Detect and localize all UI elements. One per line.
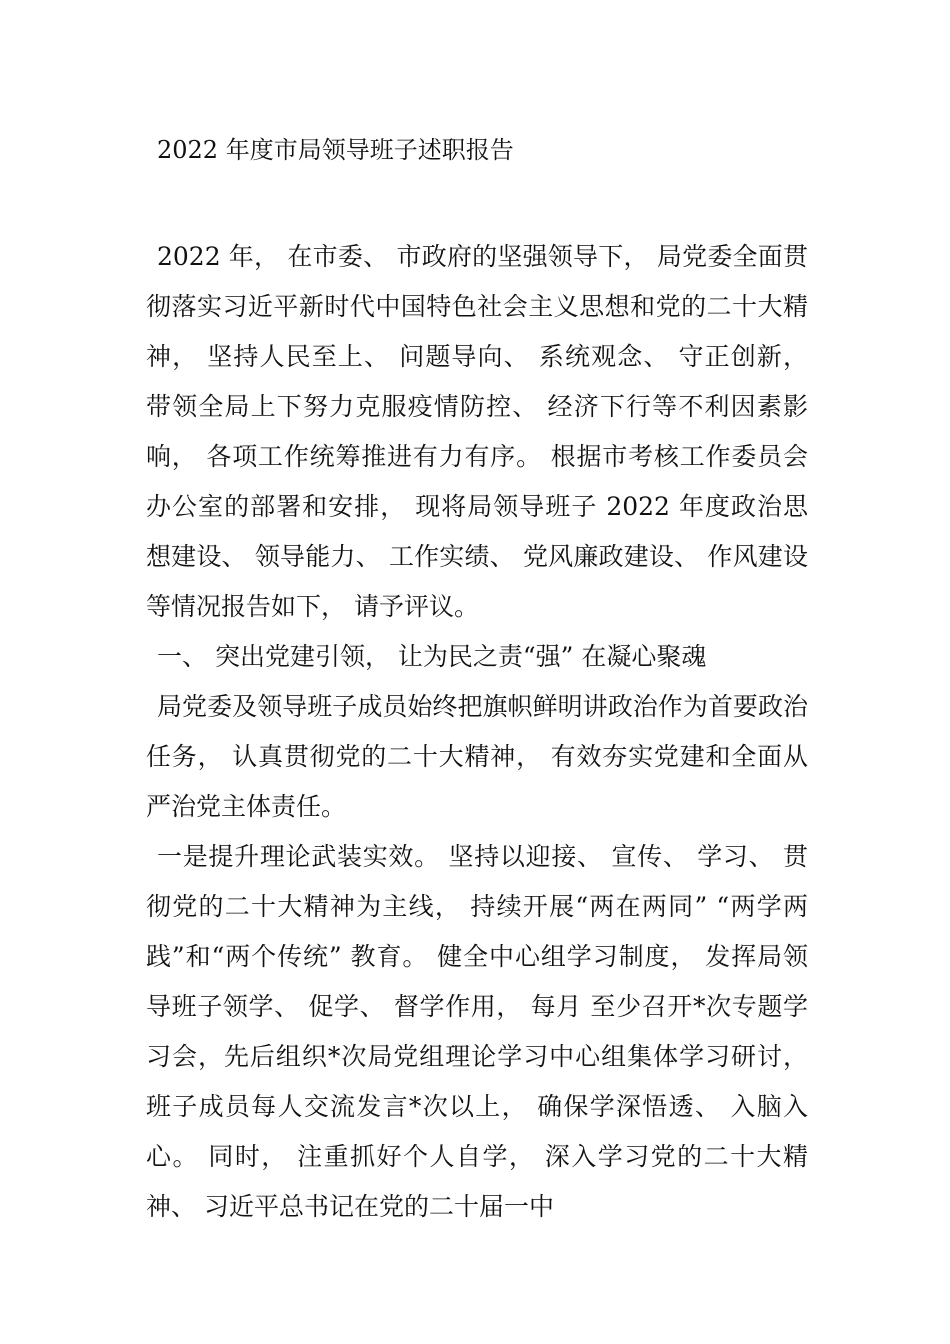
section-heading-1: 一、 突出党建引领， 让为民之责“强” 在凝心聚魂 <box>157 642 707 671</box>
document-title: 2022 年度市局领导班子述职报告 <box>157 136 514 164</box>
document-body <box>146 232 808 1232</box>
theory-study-paragraph: 一是提升理论武装实效。 坚持以迎接、 宣传、 学习、 贯彻党的二十大精神为主线， 持续开展“两在两同” “两学两践”和“两个传统” 教育。 健全中心组学习制度， 发挥局领导班子领学、 促学、 督学作用， 每月 至少召开*次专题学习会，先后组织*次局党组理论学习中心组集体学习研讨， 班子成员每人交流发言*次以上， 确保学深悟透、 入脑入心。 同时， 注重抓好个人自学， 深入学习党的二十大精神、 习近平总书记在党的二十届一中 <box>146 842 808 1221</box>
section-1-paragraph: 局党委及领导班子成员始终把旗帜鲜明讲政治作为首要政治任务， 认真贯彻党的二十大精神， 有效夯实党建和全面从严治党主体责任。 <box>146 692 808 821</box>
intro-paragraph: 2022 年， 在市委、 市政府的坚强领导下， 局党委全面贯彻落实习近平新时代中国特色社会主义思想和党的二十大精神， 坚持人民至上、 问题导向、 系统观念、 守正创新， 带领全局上下努力克服疫情防控、 经济下行等不利因素影响， 各项工作统筹推进有力有序。 根据市考核工作委员会办公室的部署和安排， 现将局领导班子 2022 年度政治思想建设、 领导能力、 工作实绩、 党风廉政建设、 作风建设等情况报告如下， 请予评议。 <box>146 242 808 621</box>
